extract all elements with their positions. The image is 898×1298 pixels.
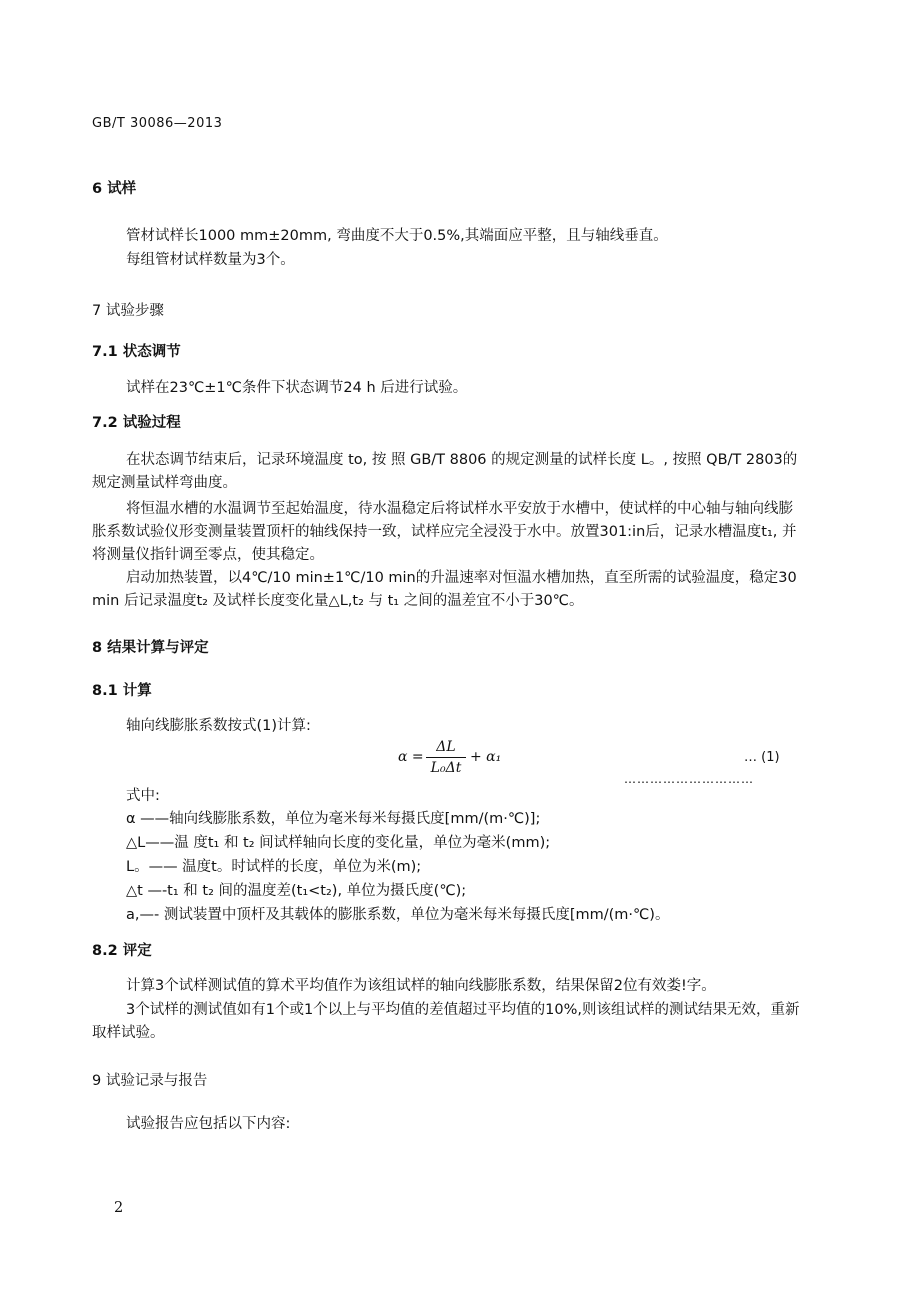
definition-l0: L。—— 温度t。时试样的长度，单位为米(m); <box>126 859 422 875</box>
definition-alpha1: a,—- 测试装置中顶杆及其载体的膨胀系数，单位为毫米每米每摄氏度[mm/(m·℃)。 <box>126 907 670 923</box>
section-7-2-para-3: 启动加热装置，以4℃/10 min±1℃/10 min的升温速率对恒温水槽加热，直至所需的试验温度，稳定30 min 后记录温度t₂ 及试样长度变化量△L,t₂ 与 t₁ 之间的温差宜不小于30℃。 <box>92 570 797 609</box>
formula-number: … (1) <box>744 750 780 765</box>
section-8-2-para-2: 3个试样的测试值如有1个或1个以上与平均值的差值超过平均值的10%,则该组试样的测试结果无效，重新取样试验。 <box>92 1002 800 1041</box>
where-label: 式中: <box>126 788 160 804</box>
section-8-2-heading: 8.2 评定 <box>92 943 152 959</box>
formula-fraction <box>426 738 466 777</box>
section-7-2-para-1: 在状态调节结束后，记录环境温度 to, 按 照 GB/T 8806 的规定测量的试样长度 L。, 按照 QB/T 2803的规定测量试样弯曲度。 <box>92 452 798 491</box>
section-7-1-heading: 7.1 状态调节 <box>92 344 181 360</box>
formula-lhs: α = <box>398 749 424 765</box>
formula-rhs: + α₁ <box>470 749 502 765</box>
section-6-para-1: 管材试样长1000 mm±20mm, 弯曲度不大于0.5%,其端面应平整，且与轴线垂直。 <box>126 228 668 244</box>
section-8-1-intro: 轴向线膨胀系数按式(1)计算: <box>126 718 311 734</box>
section-8-1-heading: 8.1 计算 <box>92 683 152 699</box>
definition-alpha: α ——轴向线膨胀系数，单位为毫米每米每摄氏度[mm/(m·℃)]; <box>126 811 541 827</box>
section-7-1-para: 试样在23℃±1℃条件下状态调节24 h 后进行试验。 <box>126 380 468 396</box>
formula-numerator: ΔL <box>436 739 456 755</box>
page-number: 2 <box>114 1200 124 1216</box>
section-8-heading: 8 结果计算与评定 <box>92 640 209 656</box>
standard-number: GB/T 30086—2013 <box>92 116 223 131</box>
section-7-2-para-2: 将恒温水槽的水温调节至起始温度，待水温稳定后将试样水平安放于水槽中，使试样的中心轴与轴向线膨胀系数试验仪形变测量装置顶杆的轴线保持一致，试样应完全浸没于水中。放置301:in后，记录水槽温度t₁, 并将测量仪指针调至零点，使其稳定。 <box>92 501 797 563</box>
section-7-heading: 7 试验步骤 <box>92 303 164 319</box>
fraction-bar <box>426 757 466 758</box>
definition-delta-l: △L——温 度t₁ 和 t₂ 间试样轴向长度的变化量，单位为毫米(mm); <box>126 835 551 851</box>
section-7-2-heading: 7.2 试验过程 <box>92 415 181 431</box>
section-6-heading: 6 试样 <box>92 181 137 197</box>
formula-leader: ………………………… <box>624 772 754 786</box>
formula-denominator: L₀Δt <box>430 760 462 776</box>
section-9-heading: 9 试验记录与报告 <box>92 1073 208 1089</box>
definition-delta-t: △t —-t₁ 和 t₂ 间的温度差(t₁<t₂), 单位为摄氏度(℃); <box>126 883 467 899</box>
section-9-para: 试验报告应包括以下内容: <box>126 1116 291 1132</box>
section-6-para-2: 每组管材试样数量为3个。 <box>126 252 295 268</box>
section-8-2-para-1: 计算3个试样测试值的算术平均值作为该组试样的轴向线膨胀系数，结果保留2位有效娄!字。 <box>126 978 716 994</box>
